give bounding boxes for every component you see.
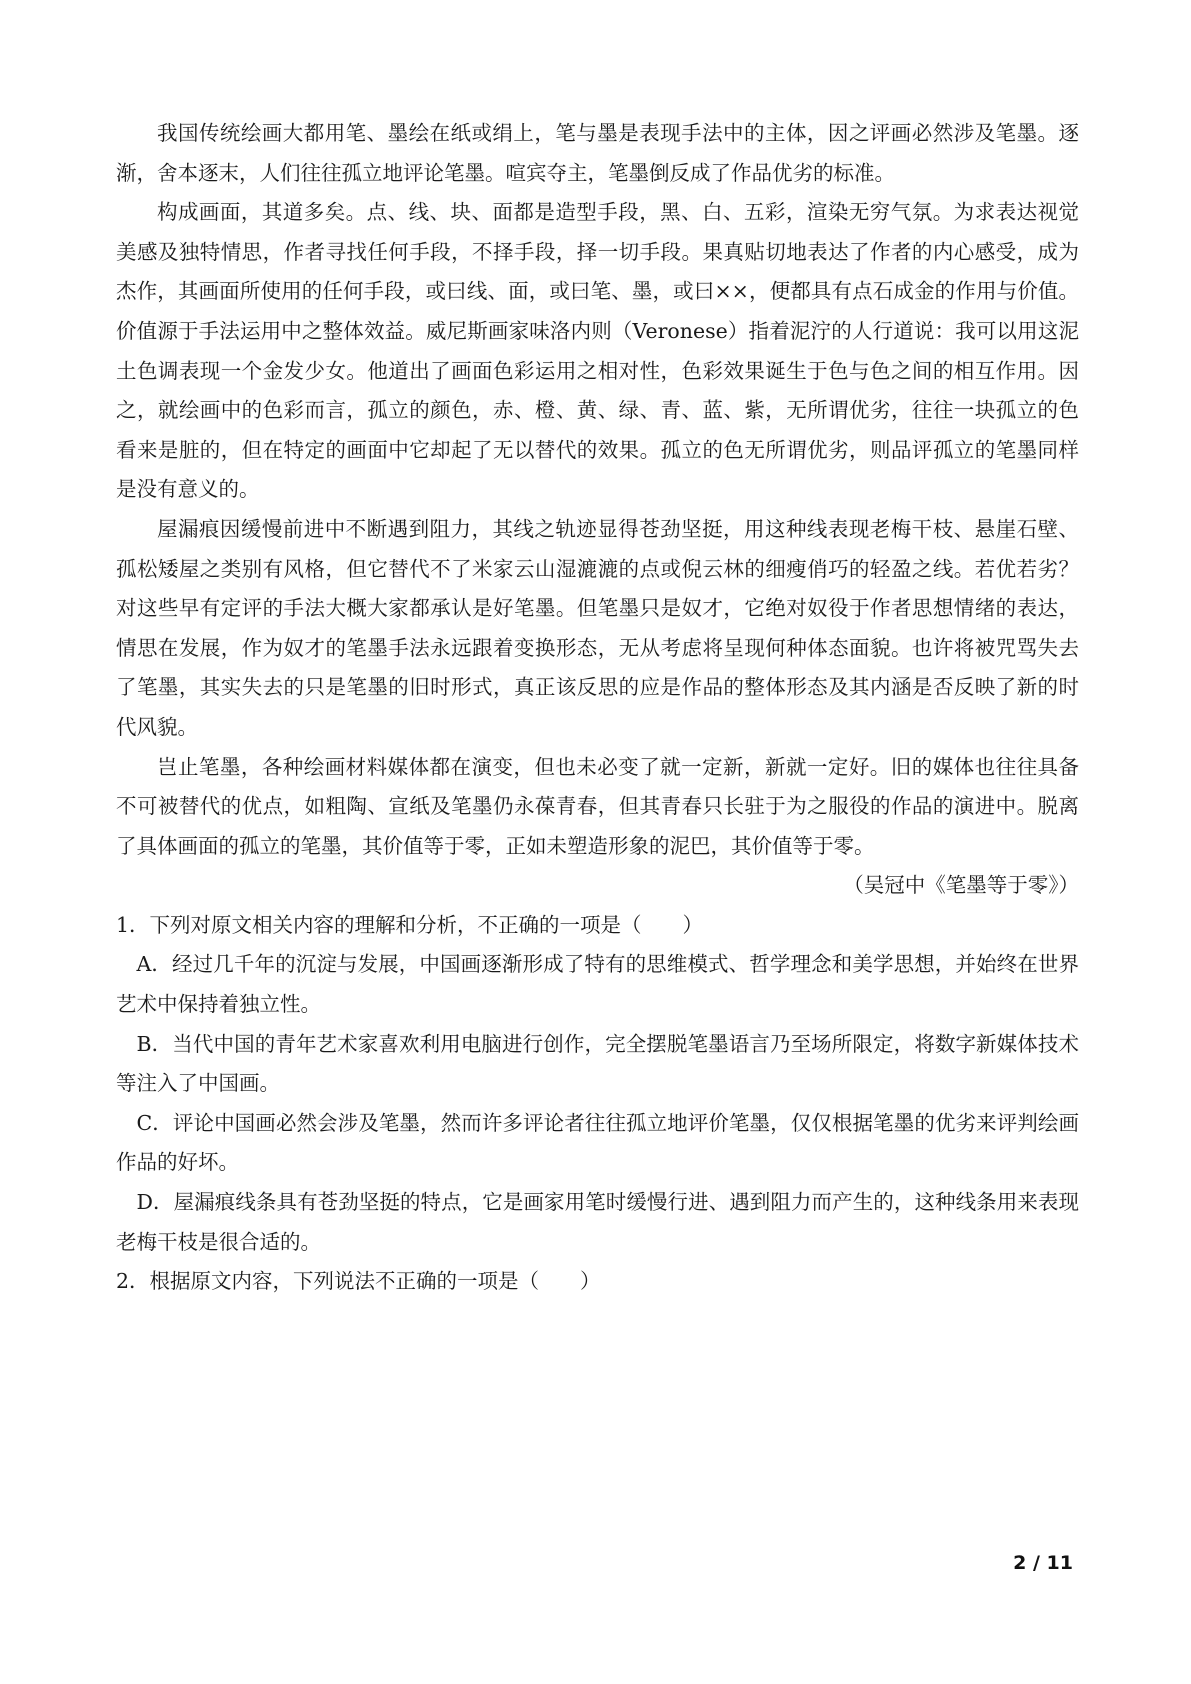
- passage-paragraph-3: 屋漏痕因缓慢前进中不断遇到阻力，其线之轨迹显得苍劲坚挺，用这种线表现老梅干枝、悬崖石壁、孤松矮屋之类别有风格，但它替代不了米家云山湿漉漉的点或倪云林的细瘦俏巧的轻盈之线。若优若劣？对这些早有定评的手法大概大家都承认是好笔墨。但笔墨只是奴才，它绝对奴役于作者思想情绪的表达，情思在发展，作为奴才的笔墨手法永远跟着变换形态，无从考虑将呈现何种体态面貌。也许将被咒骂失去了笔墨，其实失去的只是笔墨的旧时形式，真正该反思的应是作品的整体形态及其内涵是否反映了新的时代风貌。: [116, 516, 1079, 739]
- question-1-option-b: B．当代中国的青年艺术家喜欢利用电脑进行创作，完全摆脱笔墨语言乃至场所限定，将数字新媒体技术等注入了中国画。: [116, 1031, 1079, 1096]
- passage-paragraph-1: 我国传统绘画大都用笔、墨绘在纸或绢上，笔与墨是表现手法中的主体，因之评画必然涉及笔墨。逐渐，舍本逐末，人们往往孤立地评论笔墨。喧宾夺主，笔墨倒反成了作品优劣的标准。: [116, 121, 1079, 185]
- question-1-stem: 1．下列对原文相关内容的理解和分析，不正确的一项是（ ）: [116, 912, 704, 937]
- question-1-option-d: D．屋漏痕线条具有苍劲坚挺的特点，它是画家用笔时缓慢行进、遇到阻力而产生的，这种线条用来表现老梅干枝是很合适的。: [116, 1190, 1079, 1254]
- question-2-stem: 2．根据原文内容，下列说法不正确的一项是（ ）: [116, 1269, 601, 1294]
- passage-source: （吴冠中《笔墨等于零》）: [843, 873, 1079, 898]
- page-number: 2 / 11: [1013, 1552, 1073, 1574]
- question-1-option-c: C．评论中国画必然会涉及笔墨，然而许多评论者往往孤立地评价笔墨，仅仅根据笔墨的优劣来评判绘画作品的好坏。: [116, 1110, 1079, 1175]
- question-1-option-a: A．经过几千年的沉淀与发展，中国画逐渐形成了特有的思维模式、哲学理念和美学思想，并始终在世界艺术中保持着独立性。: [116, 952, 1079, 1017]
- passage-paragraph-4: 岂止笔墨，各种绘画材料媒体都在演变，但也未必变了就一定新，新就一定好。旧的媒体也往往具备不可被替代的优点，如粗陶、宣纸及笔墨仍永葆青春，但其青春只长驻于为之服役的作品的演进中。脱离了具体画面的孤立的笔墨，其价值等于零，正如未塑造形象的泥巴，其价值等于零。: [116, 754, 1079, 858]
- passage-paragraph-2: 构成画面，其道多矣。点、线、块、面都是造型手段，黑、白、五彩，渲染无穷气氛。为求表达视觉美感及独特情思，作者寻找任何手段，不择手段，择一切手段。果真贴切地表达了作者的内心感受，成为杰作，其画面所使用的任何手段，或曰线、面，或曰笔、墨，或曰××，便都具有点石成金的作用与价值。价值源于手法运用中之整体效益。威尼斯画家味洛内则（Veronese）指着泥泞的人行道说：我可以用这泥土色调表现一个金发少女。他道出了画面色彩运用之相对性，色彩效果诞生于色与色之间的相互作用。因之，就绘画中的色彩而言，孤立的颜色，赤、橙、黄、绿、青、蓝、紫，无所谓优劣，往往一块孤立的色看来是脏的，但在特定的画面中它却起了无以替代的效果。孤立的色无所谓优劣，则品评孤立的笔墨同样是没有意义的。: [116, 200, 1079, 502]
- page-content: [116, 114, 1079, 1302]
